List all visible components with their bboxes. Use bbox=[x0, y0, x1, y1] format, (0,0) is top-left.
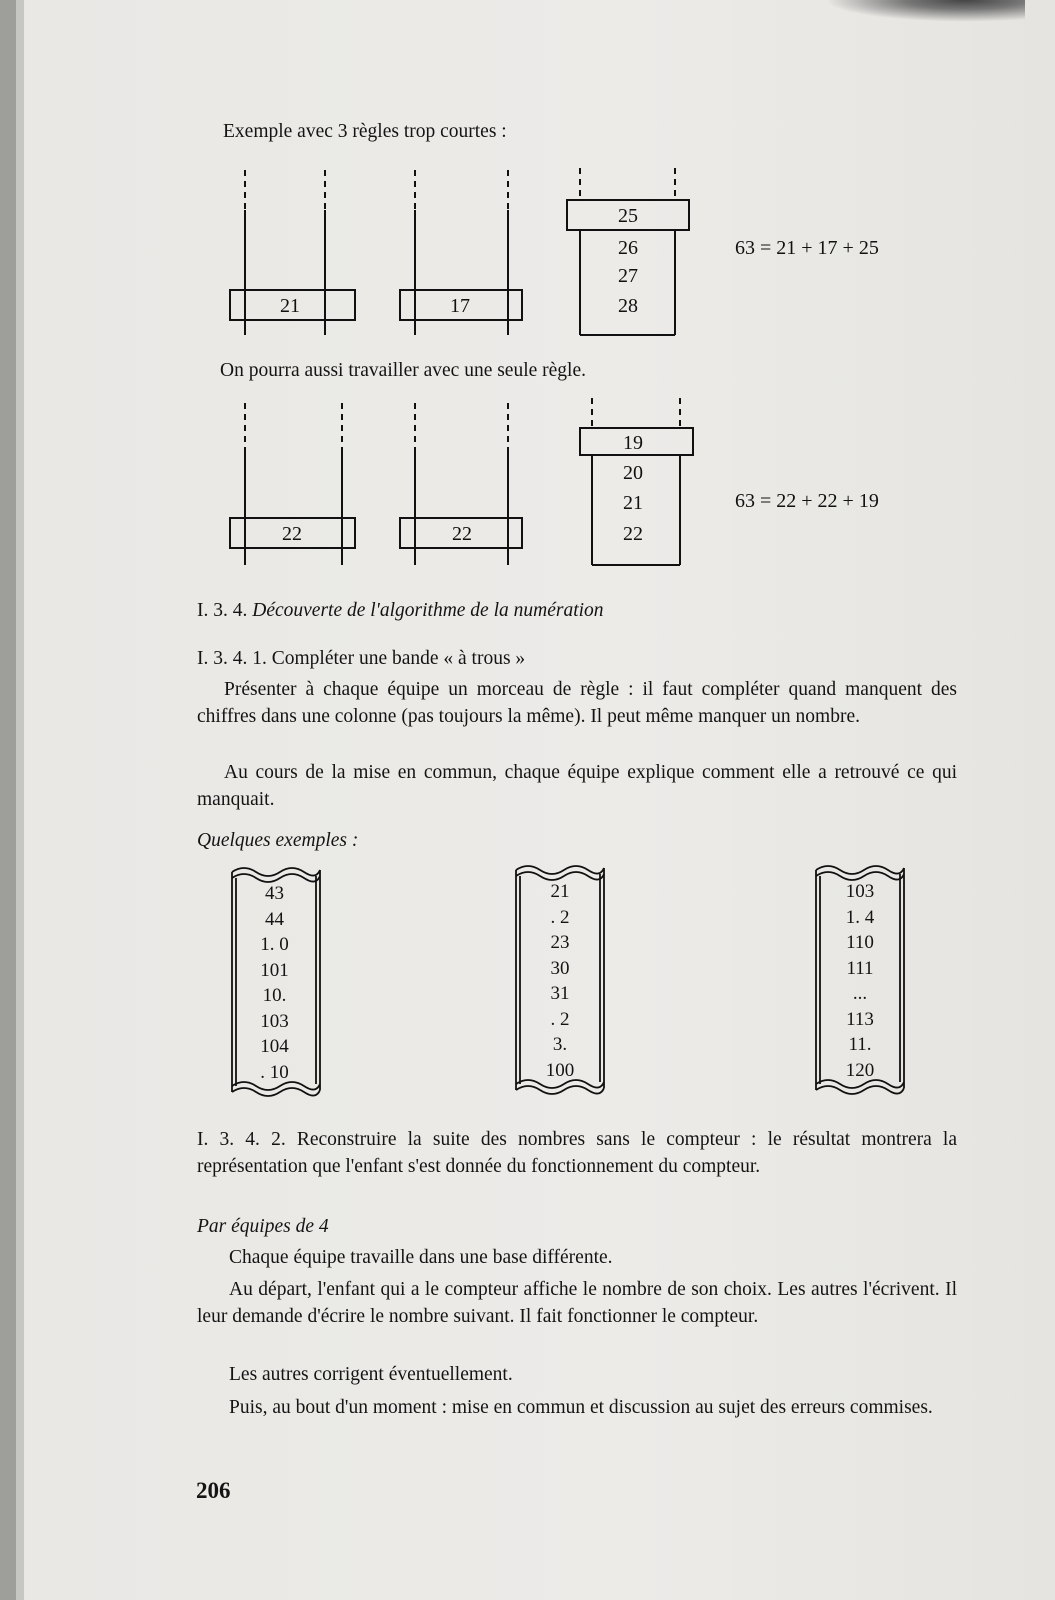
book-spine-shadow bbox=[16, 0, 24, 1600]
tape-value: 21 bbox=[550, 881, 570, 902]
paragraph-5: Les autres corrigent éventuellement. bbox=[229, 1364, 513, 1385]
ruler1-value: 21 bbox=[280, 295, 300, 317]
book-spine bbox=[0, 0, 16, 1600]
tape-value: 1. 0 bbox=[260, 934, 289, 955]
paragraph-1: Présenter à chaque équipe un morceau de règle : il faut compléter quand manquent des chiffres dans une colonne (pas toujours la même). Il peut même manquer un nombre. bbox=[197, 679, 957, 727]
tape-value: 23 bbox=[550, 932, 570, 953]
tape-value: 120 bbox=[845, 1059, 875, 1081]
paragraph-2: Au cours de la mise en commun, chaque équipe explique comment elle a retrouvé ce qui manquait. bbox=[197, 762, 957, 810]
diagram-three-rules bbox=[220, 160, 940, 350]
tape-value: 111 bbox=[846, 957, 874, 979]
section-title: Découverte de l'algorithme de la numération bbox=[252, 600, 604, 621]
tape-value: 31 bbox=[550, 983, 570, 1004]
example-tape-2 bbox=[510, 858, 610, 1103]
examples-title: Quelques exemples : bbox=[197, 830, 359, 851]
tape-value: 100 bbox=[545, 1059, 575, 1081]
ink-smudge bbox=[825, 0, 1025, 22]
tape-value: 103 bbox=[260, 1010, 289, 1032]
equation-2: 63 = 22 + 22 + 19 bbox=[735, 490, 879, 512]
paragraph-6: Puis, au bout d'un moment : mise en commun et discussion au sujet des erreurs commises. bbox=[229, 1397, 933, 1418]
ruler2-value: 17 bbox=[450, 295, 470, 317]
section-number: I. 3. 4. bbox=[197, 600, 253, 621]
page-number: 206 bbox=[196, 1478, 231, 1503]
ruler3-value-1: 25 bbox=[618, 205, 638, 227]
ruler2-value: 22 bbox=[452, 523, 472, 545]
tape-value: 3. bbox=[552, 1034, 568, 1055]
ruler3-value-2: 20 bbox=[623, 462, 643, 484]
tape-value: 30 bbox=[550, 957, 570, 979]
teams-title: Par équipes de 4 bbox=[197, 1216, 329, 1237]
ruler3-value-1: 19 bbox=[623, 432, 643, 454]
single-rule-title: On pourra aussi travailler avec une seule règle. bbox=[220, 360, 587, 381]
ruler1-value: 22 bbox=[282, 523, 302, 545]
ruler3-value-2: 26 bbox=[618, 237, 638, 259]
paragraph-4: Au départ, l'enfant qui a le compteur affiche le nombre de son choix. Les autres l'écrivent. Il leur demande d'écrire le nombre suivant. Il fait fonctionner le compteur. bbox=[197, 1279, 957, 1327]
tape-value: 110 bbox=[846, 932, 874, 953]
tape-value: ... bbox=[852, 983, 868, 1004]
section-1-3-4-1-heading bbox=[197, 645, 525, 672]
tape-value: 43 bbox=[265, 883, 284, 904]
section-1-3-4-heading bbox=[197, 597, 604, 624]
tape-value: . 2 bbox=[550, 906, 570, 928]
top-example-title: Exemple avec 3 règles trop courtes : bbox=[223, 121, 507, 142]
ruler3-value-4: 22 bbox=[623, 523, 643, 545]
example-tape-1 bbox=[222, 860, 327, 1105]
tape-value: 101 bbox=[260, 959, 289, 981]
tape-value: 44 bbox=[265, 908, 284, 930]
ruler3-value-3: 27 bbox=[618, 265, 638, 287]
example-tape-3 bbox=[810, 858, 910, 1103]
tape-value: 103 bbox=[845, 881, 875, 902]
tape-value: 10. bbox=[262, 985, 287, 1006]
equation-1: 63 = 21 + 17 + 25 bbox=[735, 237, 879, 259]
tape-value: . 10 bbox=[260, 1061, 289, 1083]
ruler3-value-3: 21 bbox=[623, 492, 643, 514]
section-number: I. 3. 4. 1. bbox=[197, 648, 272, 669]
tape-value: 11. bbox=[848, 1034, 872, 1055]
tape-value: 104 bbox=[260, 1036, 289, 1057]
paragraph-3: Chaque équipe travaille dans une base différente. bbox=[229, 1247, 613, 1268]
section-title: Compléter une bande « à trous » bbox=[271, 648, 526, 669]
section-1-3-4-2: I. 3. 4. 2. Reconstruire la suite des nombres sans le compteur : le résultat montrera la représentation que l'enfant s'est donnée du fonctionnement du compteur. bbox=[197, 1129, 957, 1177]
diagram-single-rule bbox=[220, 393, 940, 583]
tape-value: 1. 4 bbox=[845, 906, 875, 928]
ruler3-value-4: 28 bbox=[618, 295, 638, 317]
tape-value: 113 bbox=[846, 1008, 874, 1030]
tape-value: . 2 bbox=[550, 1008, 570, 1030]
